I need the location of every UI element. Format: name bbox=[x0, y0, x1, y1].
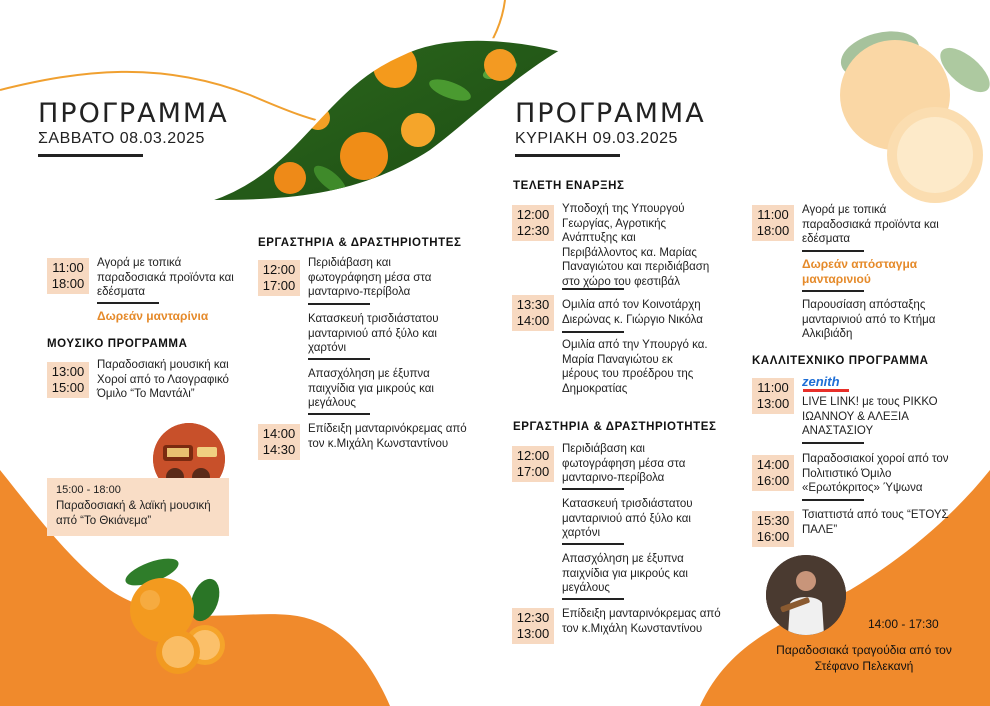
time-text: 15:30 16:00 bbox=[756, 513, 790, 544]
time-text: 12:30 13:00 bbox=[516, 610, 550, 641]
page-title-saturday: ΠΡΟΓΡΑΜΜΑ bbox=[38, 98, 229, 129]
opening-heading: ΤΕΛΕΤΗ ΕΝΑΡΞΗΣ bbox=[513, 180, 625, 192]
speech-text-2: Ομιλία από την Υπουργό κα. Μαρία Παναγιώτου εκ μέρους του προέδρου της Δημοκρατίας bbox=[562, 339, 708, 395]
separator bbox=[308, 413, 370, 415]
page-title-sunday: ΠΡΟΓΡΑΜΜΑ bbox=[515, 98, 706, 129]
workshops-heading-sunday: ΕΡΓΑΣΤΗΡΙΑ & ΔΡΑΣΤΗΡΙΟΤΗΤΕΣ bbox=[513, 421, 717, 433]
band-time: 15:00 - 18:00 bbox=[56, 484, 121, 496]
build-text: Κατασκευή τρισδιάστατου μανταρινιού από ξύλο και χαρτόνι bbox=[308, 313, 439, 354]
time-badge bbox=[752, 205, 794, 241]
distill-text: Παρουσίαση απόσταξης μανταρινιού από το Κτήμα Αλκιβιάδη bbox=[802, 299, 936, 340]
free-mandarins-label: Δωρεάν μανταρίνια bbox=[97, 309, 209, 323]
date-saturday: ΣΑΒΒΑΤΟ 08.03.2025 bbox=[38, 130, 205, 147]
zenith-logo-bar bbox=[803, 389, 849, 392]
workshops-heading: ΕΡΓΑΣΤΗΡΙΑ & ΔΡΑΣΤΗΡΙΟΤΗΤΕΣ bbox=[258, 237, 462, 249]
build-text-sunday: Κατασκευή τρισδιάστατου μανταρινιού από ξύλο και χαρτόνι bbox=[562, 498, 693, 539]
art-heading: ΚΑΛΛΙΤΕΧΝΙΚΟ ΠΡΟΓΡΑΜΜΑ bbox=[752, 355, 929, 367]
separator bbox=[562, 288, 624, 290]
separator bbox=[562, 488, 624, 490]
music-heading: ΜΟΥΣΙΚΟ ΠΡΟΓΡΑΜΜΑ bbox=[47, 338, 188, 350]
time-badge bbox=[752, 378, 794, 414]
song-text: Παραδοσιακά τραγούδια από τον Στέφανο Πελεκανή bbox=[776, 643, 952, 673]
time-badge bbox=[512, 205, 554, 241]
faded-oranges-decoration bbox=[836, 23, 990, 203]
separator bbox=[802, 499, 864, 501]
time-text: 11:00 18:00 bbox=[51, 260, 85, 291]
games-text: Απασχόληση με έξυπνα παιχνίδια για μικρούς και μεγάλους bbox=[308, 368, 434, 409]
title-underline bbox=[38, 154, 143, 157]
music-text: Παραδοσιακή μουσική και Χοροί από το Λαογραφικό Όμιλο “Το Μαντάλι” bbox=[97, 359, 229, 400]
time-badge bbox=[512, 295, 554, 331]
separator bbox=[562, 331, 624, 333]
separator bbox=[308, 358, 370, 360]
market-text: Αγορά με τοπικά παραδοσιακά προϊόντα και εδέσματα bbox=[97, 257, 234, 298]
speech-text-1: Ομιλία από τον Κοινοτάρχη Διερώνας κ. Γιώργιο Νικόλα bbox=[562, 299, 703, 326]
time-badge bbox=[47, 258, 89, 294]
separator bbox=[802, 250, 864, 252]
market-text-sunday: Αγορά με τοπικά παραδοσιακά προϊόντα και εδέσματα bbox=[802, 204, 939, 245]
live-text: LIVE LINK! με τους ΡΙΚΚΟ ΙΩΑΝΝΟΥ & ΑΛΕΞΙΑ ΑΝΑΣΤΑΣΙΟΥ bbox=[802, 396, 938, 437]
separator bbox=[97, 302, 159, 304]
title-underline bbox=[515, 154, 620, 157]
time-badge bbox=[512, 608, 554, 644]
tour-text: Περιδιάβαση και φωτογράφηση μέσα στα μανταρινο-περίβολα bbox=[308, 257, 432, 298]
welcome-text: Υποδοχή της Υπουργού Γεωργίας, Αγροτικής Ανάπτυξης και Περιβάλλοντος κα. Μαρίας Παναγιώτου και περιδιάβαση στο χώρο του φεστιβάλ bbox=[562, 203, 710, 288]
separator bbox=[308, 303, 370, 305]
time-text: 12:00 17:00 bbox=[516, 448, 550, 479]
time-badge bbox=[752, 511, 794, 547]
time-text: 11:00 13:00 bbox=[756, 380, 790, 411]
separator bbox=[802, 442, 864, 444]
zenith-logo: zenith bbox=[802, 374, 840, 389]
band-text: Παραδοσιακή & λαϊκή μουσική από “Το Θκιάνεμα” bbox=[56, 500, 211, 527]
time-badge bbox=[47, 362, 89, 398]
time-text: 12:00 17:00 bbox=[262, 262, 296, 293]
time-text: 14:00 14:30 bbox=[262, 426, 296, 457]
separator bbox=[802, 290, 864, 292]
free-distillate-label: Δωρεάν απόσταγμα μανταρινιού bbox=[802, 257, 918, 286]
time-text: 13:30 14:00 bbox=[516, 297, 550, 328]
time-text: 12:00 12:30 bbox=[516, 207, 550, 238]
song-time: 14:00 - 17:30 bbox=[868, 617, 939, 631]
games-text-sunday: Απασχόληση με έξυπνα παιχνίδια για μικρούς και μεγάλους bbox=[562, 553, 688, 594]
date-sunday: ΚΥΡΙΑΚΗ 09.03.2025 bbox=[515, 130, 678, 147]
separator bbox=[562, 598, 624, 600]
time-badge bbox=[752, 455, 794, 491]
cream-text: Επίδειξη μανταρινόκρεμας από τον κ.Μιχάλη Κωνσταντίνου bbox=[308, 423, 467, 450]
cream-text-sunday: Επίδειξη μανταρινόκρεμας από τον κ.Μιχάλη Κωνσταντίνου bbox=[562, 608, 721, 635]
time-badge bbox=[258, 424, 300, 460]
time-badge bbox=[258, 260, 300, 296]
dance-text: Παραδοσιακοί χοροί από τον Πολιτιστικό Όμιλο «Ερωτόκριτος» Ύψωνα bbox=[802, 453, 949, 494]
separator bbox=[562, 543, 624, 545]
tour-text-sunday: Περιδιάβαση και φωτογράφηση μέσα στα μανταρινο-περίβολα bbox=[562, 443, 686, 484]
time-text: 11:00 18:00 bbox=[756, 207, 790, 238]
time-text: 13:00 15:00 bbox=[51, 364, 85, 395]
singer-photo bbox=[766, 555, 846, 635]
tsiattista-text: Τσιαττιστά από τους “ΕΤΟΥΣ ΠΑΛΕ” bbox=[802, 509, 949, 536]
time-text: 14:00 16:00 bbox=[756, 457, 790, 488]
time-badge bbox=[512, 446, 554, 482]
